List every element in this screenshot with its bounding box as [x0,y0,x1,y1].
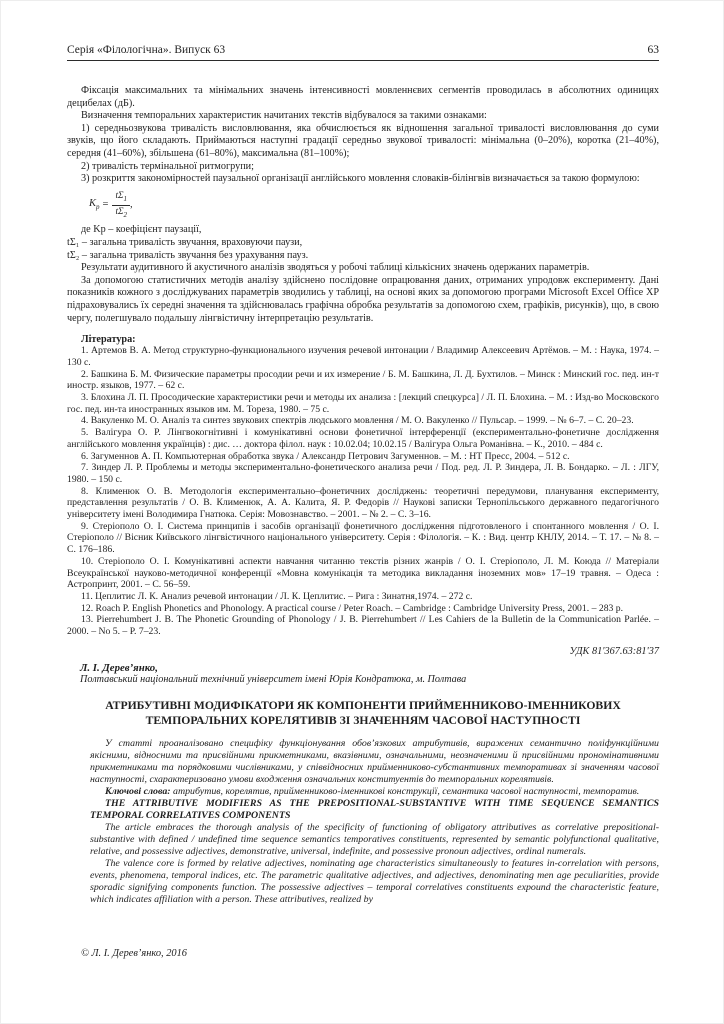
article-title-en: THE ATTRIBUTIVE MODIFIERS AS THE PREPOSITIONAL-SUBSTANTIVE WITH TIME SEQUENCE SEMANTICS TEMPORAL CORRELATIVES COMPONENTS [90,798,659,821]
reference-item: 10. Стеріополо О. І. Комунікативні аспекти навчання читанню текстів різних жанрів / О. І. Стеріополо, Л. М. Коюда // Матеріали Всеукраїнської науково-методичної конференції «Мовна комунікація та методика викладання іноземних мов» 17–19 травня. – Одеса : Астропринт, 2001. – С. 56–59. [67,555,659,591]
keywords-label: Ключові слова: [105,786,171,797]
body-paragraphs-after-formula [67,262,659,325]
reference-item: 2. Башкина Б. М. Физические параметры просодии речи и их измерение / Б. М. Башкина, Л. Д. Бухтилов. – Минск : Минский гос. пед. ин-т иностр. языков, 1977. – 62 с. [67,368,659,392]
running-head [67,44,659,61]
formula-trailing-comma: , [130,199,133,211]
formula-legend [67,224,659,262]
reference-list [67,345,659,638]
reference-item: 7. Зиндер Л. Р. Проблемы и методы экспериментально-фонетического анализа речи / Под. ред. Л. Р. Зиндера, Л. В. Бондарко. – Л. : ЛГУ, 1980. – 150 с. [67,462,659,485]
formula-fraction [112,191,130,221]
body-paragraphs [67,85,659,186]
abstract-en-paragraph-2: The valence core is formed by relative adjectives, nominating age characteristics simultaneously to features in-correlation with persons, events, phenomena, temporal indices, etc. The parametric qualitative adjectives, and adjectives, denominating men age peculiarities, provide sporadic signifying components function. The possessive adjectives – temporal correlatives constituents expound the characteristic feature, which indicates affiliation with a person. These attributives, realized by [90,858,659,905]
keywords-text: атрибутив, корелятив, прийменниково-іменникові конструкції, семантика часової наступності, темпоратив. [173,786,640,797]
body-paragraph: За допомогою статистичних методів аналізу здійснено послідовне опрацювання даних, отриманих упродовж експерименту. Дані показників кожного з досліджуваних параметрів зводились у таблиці, на основі яких за допомогою програми Microsoft Excel Office XP підраховувались їх середні значення та здійснювалась графічна обробка результатів за допомогою схем, графіків, рисунків), що, в свою чергу, полегшувало подальшу лінгвістичну інтерпретацію результатів. [67,274,659,324]
reference-item: 6. Загуменнов А. П. Компьютерная обработка звука / Александр Петрович Загуменнов. – М. : НТ Пресс, 2004. – 512 с. [81,450,570,462]
reference-item: 1. Артемов В. А. Метод структурно-функционального изучения речевой интонации / Владимир Алексеевич Артёмов. – М. : Наука, 1974. – 130 с. [67,345,659,368]
abstract-uk: У статті проаналізовано специфіку функціонування обов’язкових атрибутивів, виражених семантично поліфункційними якісними, відносними та присвійними прикметниками, вказівними, означальними, неозначеними й присвійними прономінативними прикметниками та порядковими числівниками, у співвідносних прийменниково-субстантивних темпоративах зі значенням часової наступності, схарактеризовано умови входження означальних конституентів до темпоральних корелятивів. [90,738,659,785]
reference-item: 5. Валігура О. Р. Лінгвокогнітивні і комунікативні основи фонетичної інтерференції (експериментально-фонетичне дослідження англійського мовлення українців) : дис. … доктора філол. наук : 10.02.04; 10.02.15 / Валігура Ольга Романівна. – К., 2010. – 484 с. [67,427,659,450]
abstract-block [90,738,659,906]
reference-item: 13. Pierrehumbert J. B. The Phonetic Grounding of Phonology / J. B. Pierrehumbert // Les Cahiers de la Bulletin de la Communication Parlée. – 2000. – No 5. – P. 7–23. [67,614,659,638]
formula-equals-sign: = [102,199,109,211]
formula-legend-line: tΣ₁ – загальна тривалість звучання, враховуючи паузи, [67,237,303,249]
page-content [67,0,659,638]
literature-heading: Література: [81,334,136,346]
author-affiliation: Полтавський національний технічний університет імені Юрія Кондратюка, м. Полтава [80,674,467,685]
next-article-header [67,646,659,906]
body-paragraph: Визначення темпоральних характеристик начитаних текстів відбувалося за такими ознаками: [81,110,487,122]
article-title-uk: АТРИБУТИВНІ МОДИФІКАТОРИ ЯК КОМПОНЕНТИ ПРИЙМЕННИКОВО-ІМЕННИКОВИХ ТЕМПОРАЛЬНИХ КОРЕЛЯТИВІВ ЗІ ЗНАЧЕННЯМ ЧАСОВОЇ НАСТУПНОСТІ [105,699,621,727]
abstract-en-paragraph-1: The article embraces the thorough analysis of the specificity of functioning of obligatory attributives as correlative prepositional-substantive with defined / undefined time sequence semantics temporatives constituents, represented by semantic polyfunctional qualitative, relative, and possessive adjectives, demonstrative, universal, indefinite, and possessive pronoun adjectives, ordinal numerals. [90,822,659,857]
copyright-notice: © Л. І. Дерев’янко, 2016 [81,948,188,959]
body-paragraph: 3) розкриття закономірностей паузальної організації англійського мовлення словаків-білінгвів визначається за такою формулою: [81,173,640,185]
body-paragraph: Фіксація максимальних та мінімальних значень інтенсивності мовленнєвих сегментів проводилась в абсолютних одиницях децибелах (дБ). [67,85,659,109]
formula-denominator: $t\Sigma_2$ [115,206,128,219]
body-paragraph: 2) тривалість термінальної ритмогрупи; [81,160,254,172]
formula-legend-line: де Kp – коефіцієнт паузації, [81,224,202,236]
reference-item: 11. Цеплитис Л. К. Анализ речевой интонации / Л. К. Цеплитис. – Рига : Зинатня,1974. – 272 с. [81,590,473,602]
author-name: Л. І. Дерев’янко, [80,662,158,674]
body-paragraph: Результати аудитивного й акустичного аналізів зводяться у робочі таблиці кількісних значень одержаних параметрів. [81,262,590,274]
reference-item: 4. Вакуленко М. О. Аналіз та синтез звукових спектрів людського мовлення / М. О. Вакуленко // Пульсар. – 1999. – № 6–7. – С. 20–23. [81,415,634,427]
udc-code: УДК 81'367.63:81'37 [569,646,659,657]
page-number: 63 [647,44,659,56]
formula-legend-line: tΣ₂ – загальна тривалість звучання без урахування пауз. [67,249,309,261]
body-paragraph: 1) середньозвукова тривалість висловлювання, яка обчислюється як відношення загальної тривалості висловлювання до суми звуків, що його складають. Приймаються наступні градації середньо звукової тривалості: мінімальна (0–20%), коротка (21–40%), середня (41–60%), збільшена (61–80%), максимальна (81–100%); [67,122,659,159]
journal-series-title: Серія «Філологічна». Випуск 63 [67,44,226,56]
author-block [80,662,659,686]
reference-item: 8. Клименюк О. В. Методологія експериментально–фонетичних досліджень: теоретичні передумови, планування експерименту, представлення результатів / О. В. Клименюк, А. А. Калита, Я. Р. Федорів // Наукові записки Тернопільського державного педагогічного університету імені Володимира Гнатюка. Серія: Мовознавство. – 2001. – № 2. – С. 3–16. [67,485,659,521]
body-text [67,85,659,325]
keywords-line [90,786,659,798]
formula-lhs: $K_p$ [89,197,100,211]
reference-item: 9. Стеріополо О. І. Система принципів і засобів організації фонетичного дослідження підготовленого і спонтанного мовлення / О. І. Стеріополо // Вісник Київського лінгвістичного національного університету. Серія : Філологія. – К. : Вид. центр КНЛУ, 2014. – Т. 17. – № 8. – С. 176–186. [67,520,659,556]
formula-numerator: $t\Sigma_1$ [112,191,130,206]
pausation-coefficient-formula [89,191,659,221]
reference-item: 12. Roach P. English Phonetics and Phonology. A practical course / Peter Roach. – Cambridge : Cambridge University Press, 2001. – 283 p. [81,602,624,614]
reference-item: 3. Блохина Л. П. Просодические характеристики речи и методы их анализа : [лекций спецкурса] / Л. П. Блохина. – М. : Изд-во Московского гос. пед. ин-та иностранных языков им. М. Тореза, 1980. – 75 с. [67,392,659,415]
